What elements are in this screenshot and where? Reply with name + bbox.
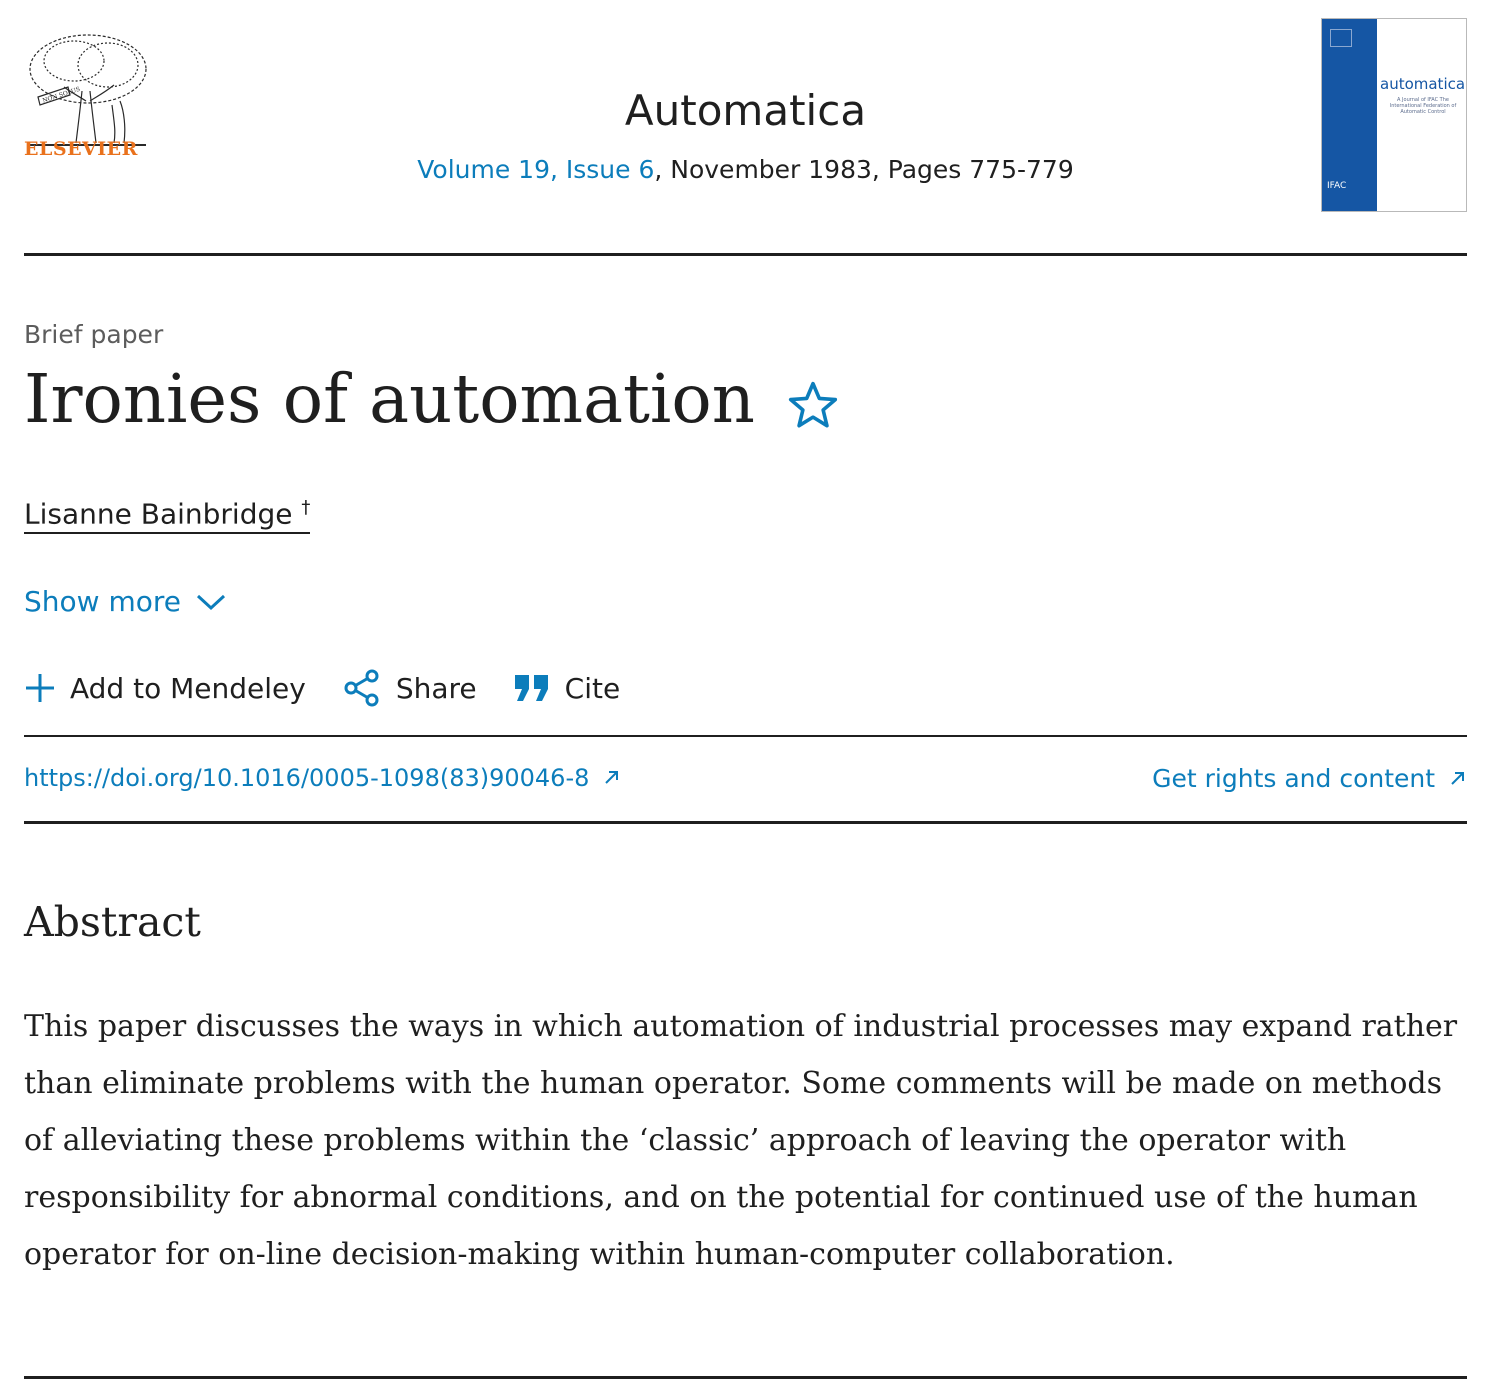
share-icon [342,668,382,708]
publisher-name: ELSEVIER [24,138,138,160]
divider [24,821,1467,824]
get-rights-link[interactable] [1152,764,1467,793]
show-more-button[interactable] [24,585,227,618]
external-link-icon [1449,769,1467,787]
cover-subtitle: A Journal of IFAC The International Federation of Automatic Control [1389,97,1457,115]
share-button[interactable] [342,668,477,708]
svg-text:NON SOLUS: NON SOLUS [41,85,82,105]
abstract-heading: Abstract [24,898,201,946]
plus-icon [24,672,56,704]
divider [24,735,1467,737]
star-icon[interactable] [786,378,840,432]
author-name: Lisanne Bainbridge [24,497,293,531]
volume-issue-link[interactable]: Volume 19, Issue 6 [417,155,655,184]
page [24,0,1467,1272]
show-more-label: Show more [24,585,181,618]
cover-journal-name: automatica [1380,75,1466,93]
author-link[interactable] [24,497,310,534]
mendeley-label: Add to Mendeley [70,671,306,705]
journal-header [24,0,1467,256]
issue-info [24,155,1467,184]
add-to-mendeley-button[interactable] [24,672,306,705]
cover-spine [1322,19,1377,211]
title-text: Ironies of automation [24,360,755,438]
author-mark: † [301,497,311,518]
share-label: Share [395,671,477,705]
doi-text: https://doi.org/10.1016/0005-1098(83)90046-8 [24,764,590,792]
chevron-down-icon [195,592,227,612]
cover-emblem-icon [1330,29,1352,47]
external-link-icon [603,768,621,786]
quote-icon [513,673,551,703]
journal-title[interactable]: Automatica [624,86,867,135]
abstract-text: This paper discusses the ways in which automation of industrial processes may expand rather than eliminate problems with the human operator. Some comments will be made on methods of alleviating these problems within the ‘classic’ approach of leaving the operator with responsibility for abnormal conditions, and on the potential for continued use of the human operator for on-line decision-making within human-computer collaboration. [24,1009,1458,1272]
article-type: Brief paper [24,320,164,349]
rights-text: Get rights and content [1152,764,1436,793]
date-pages: , November 1983, Pages 775-779 [654,155,1074,184]
article-actions [24,668,656,708]
doi-link[interactable] [24,764,621,792]
cite-label: Cite [564,671,621,705]
cover-badge: IFAC [1327,181,1347,191]
divider [24,1376,1467,1379]
cite-button[interactable] [513,672,621,705]
article-title [24,360,840,438]
journal-cover-thumbnail[interactable] [1321,18,1467,212]
